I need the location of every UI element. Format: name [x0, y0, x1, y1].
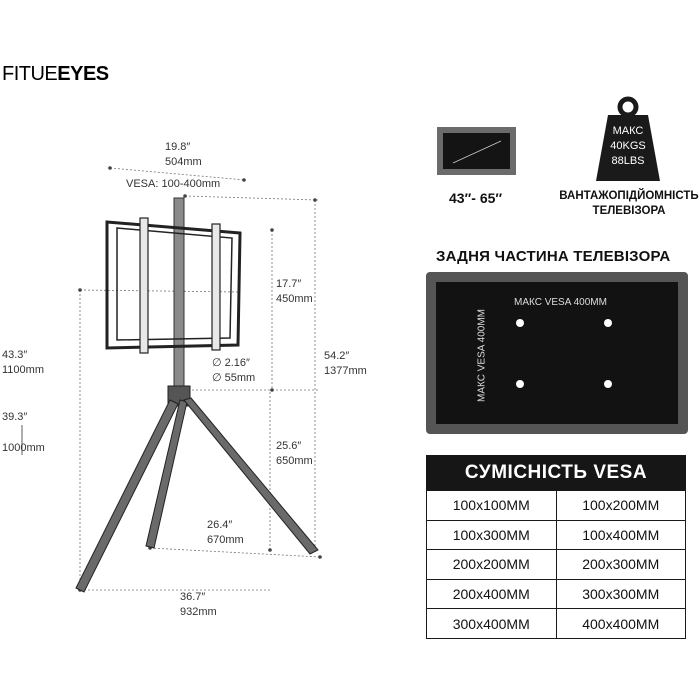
base-width-label: 36.7″ 932mm	[180, 591, 217, 618]
vesa-hole	[604, 319, 612, 327]
vesa-vertical-label: МАКС VESA 400MM	[476, 309, 488, 402]
vesa-range-label: VESA: 100-400mm	[126, 178, 221, 190]
table-row	[427, 579, 686, 609]
max-load-text: МАКС 40KGS 88LBS	[610, 125, 646, 167]
table-row	[427, 520, 686, 550]
bracket-height-label: 17.7″ 450mm	[276, 278, 313, 305]
vesa-compat-title: СУМІСНІСТЬ VESA	[426, 455, 686, 490]
table-row	[427, 550, 686, 580]
pole-diameter-label: ∅ 2.16″ ∅ 55mm	[212, 357, 256, 384]
table-row	[427, 491, 686, 521]
total-height-label: 43.3″ 1100mm	[2, 349, 44, 376]
vesa-horizontal-label: МАКС VESA 400MM	[514, 297, 607, 308]
table-cell: 100x200MM	[556, 491, 686, 521]
table-cell: 200x200MM	[427, 550, 557, 580]
tv-size-range: 43′′- 65′′	[449, 190, 503, 206]
tripod-legs	[76, 398, 318, 592]
diagonal-icon	[443, 133, 510, 169]
table-cell: 100x100MM	[427, 491, 557, 521]
vesa-hole	[516, 380, 524, 388]
table-cell: 300x300MM	[556, 579, 686, 609]
load-capacity-caption: ВАНТАЖОПІДЙОМНІСТЬ ТЕЛЕВІЗОРА	[559, 190, 699, 217]
table-cell: 100x400MM	[556, 520, 686, 550]
depth-label: 26.4″ 670mm	[207, 519, 244, 546]
vesa-compat-table	[426, 490, 686, 639]
vesa-hole	[604, 380, 612, 388]
leg-height-label: 25.6″ 650mm	[276, 440, 313, 467]
table-cell: 100x300MM	[427, 520, 557, 550]
tv-back-title: ЗАДНЯ ЧАСТИНА ТЕЛЕВІЗОРА	[436, 248, 671, 265]
table-row	[427, 609, 686, 639]
tv-icon	[437, 127, 516, 175]
max-height-label: 54.2″ 1377mm	[324, 350, 367, 377]
table-cell: 200x300MM	[556, 550, 686, 580]
top-width-label: 19.8″ 504mm	[165, 141, 202, 168]
brand-part1: FITUE	[2, 63, 58, 85]
table-cell: 400x400MM	[556, 609, 686, 639]
vesa-hole	[516, 319, 524, 327]
min-height-label: 39.3″ 1000mm	[2, 411, 45, 454]
table-cell: 200x400MM	[427, 579, 557, 609]
table-cell: 300x400MM	[427, 609, 557, 639]
brand-part2: EYES	[57, 63, 109, 85]
